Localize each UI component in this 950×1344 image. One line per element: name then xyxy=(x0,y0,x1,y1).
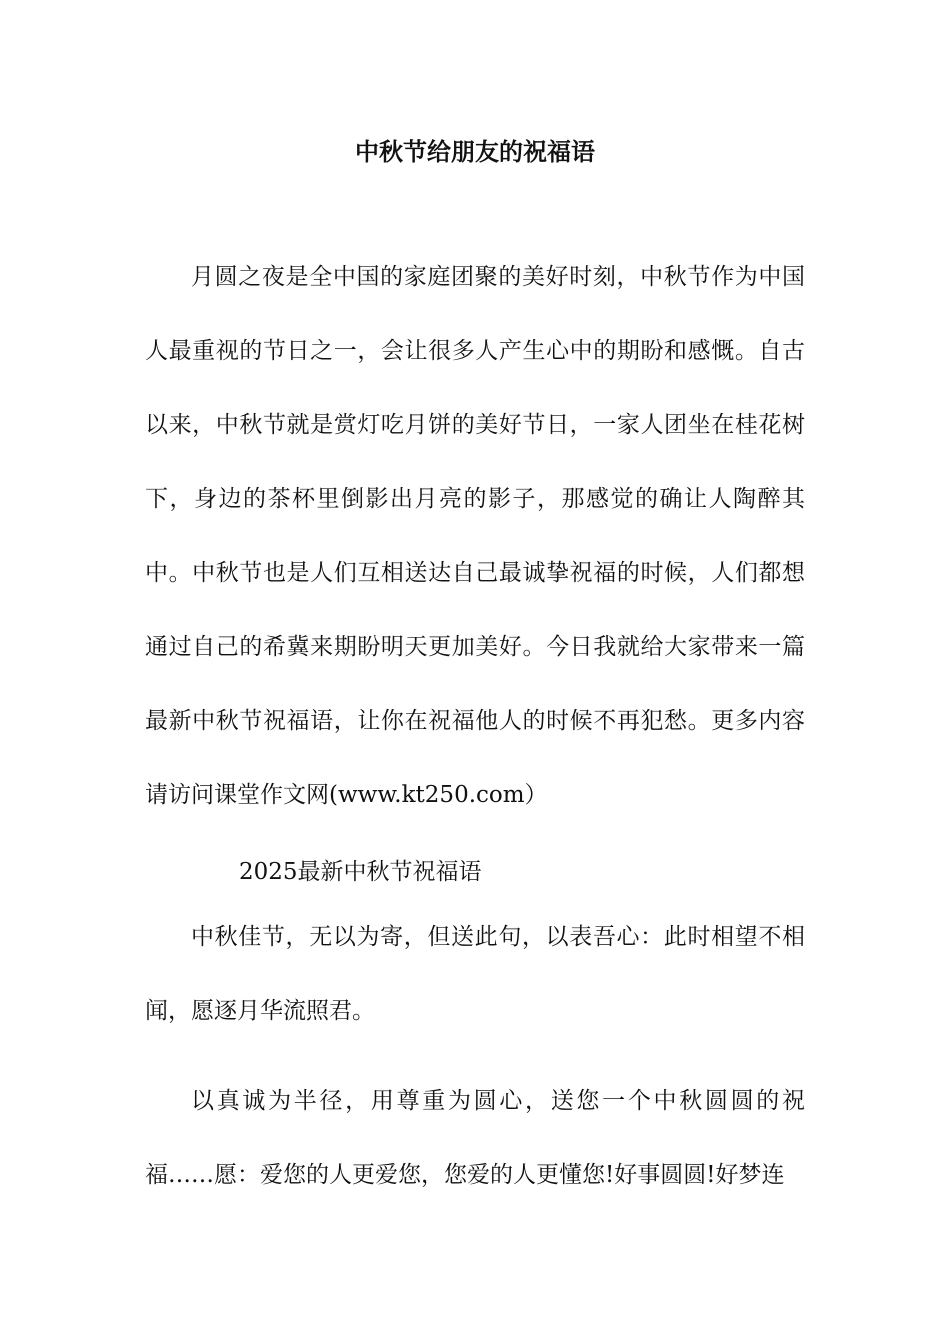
document-title: 中秋节给朋友的祝福语 xyxy=(355,137,595,166)
wish-paragraph-2: 以真诚为半径，用尊重为圆心，送您一个中秋圆圆的祝福……愿：爱您的人更爱您，您爱的人更懂您!好事圆圆!好梦连 xyxy=(145,1088,805,1188)
intro-paragraph: 月圆之夜是全中国的家庭团聚的美好时刻，中秋节作为中国人最重视的节日之一，会让很多人产生心中的期盼和感慨。自古以来，中秋节就是赏灯吃月饼的美好节日，一家人团坐在桂花树下，身边的茶杯里倒影出月亮的影子，那感觉的确让人陶醉其中。中秋节也是人们互相送达自己最诚挚祝福的时候，人们都想通过自己的希冀来期盼明天更加美好。今日我就给大家带来一篇最新中秋节祝福语，让你在祝福他人的时候不再犯愁。更多内容请访问课堂作文网(www.kt250.com） xyxy=(145,264,805,808)
wish-paragraph-1: 中秋佳节，无以为寄，但送此句，以表吾心：此时相望不相闻，愿逐月华流照君。 xyxy=(145,924,805,1024)
section-subheading: 2025最新中秋节祝福语 xyxy=(239,859,482,885)
